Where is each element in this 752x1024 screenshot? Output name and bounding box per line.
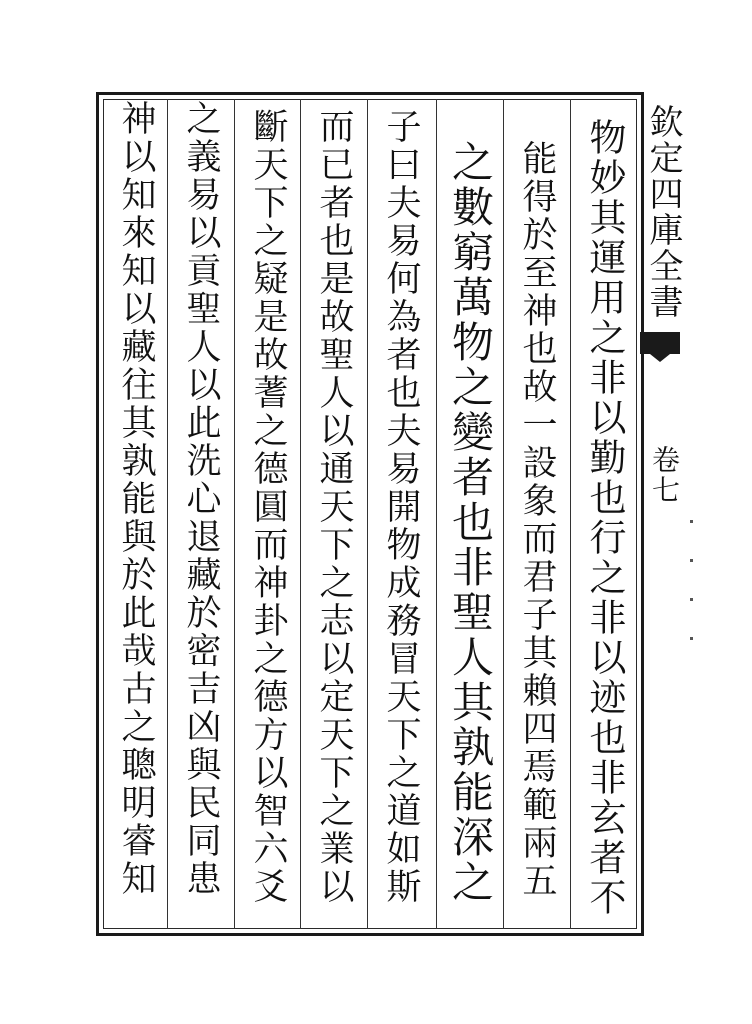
- column-rule: [300, 99, 301, 929]
- column-text: 子曰夫易何為者也夫易開物成務冒天下之道如斯: [381, 108, 421, 906]
- text-column-3: [442, 140, 498, 930]
- text-column-4: [373, 108, 429, 906]
- column-rule: [367, 99, 368, 929]
- text-column-1: [576, 118, 632, 918]
- column-text: 能得於至神也故一設象而君子其賴四焉範兩五: [517, 140, 557, 900]
- column-rule: [167, 99, 168, 929]
- column-rule: [234, 99, 235, 929]
- text-column-8: [108, 100, 164, 898]
- fishtail-mark: [640, 332, 680, 354]
- column-text: 物妙其運用之非以勤也行之非以迹也非玄者不: [583, 118, 626, 918]
- text-column-2: [509, 140, 565, 930]
- column-rule: [436, 99, 437, 929]
- volume-label: 卷七: [648, 445, 681, 505]
- column-text: 斷天下之疑是故蓍之德圓而神卦之德方以智六爻: [248, 108, 288, 906]
- book-title: 欽定四庫全書: [643, 104, 683, 320]
- text-column-6: [240, 108, 296, 906]
- column-text: 而已者也是故聖人以通天下之志以定天下之業以: [314, 108, 354, 906]
- edge-marks: [690, 520, 696, 720]
- column-text: 之數窮萬物之變者也非聖人其孰能深之: [446, 140, 495, 905]
- column-rule: [503, 99, 504, 929]
- text-column-7: [173, 100, 229, 898]
- column-rule: [570, 99, 571, 929]
- column-text: 之義易以貢聖人以此洗心退藏於密吉凶與民同患: [181, 100, 221, 898]
- text-column-5: [306, 108, 362, 906]
- column-text: 神以知來知以藏往其孰能與於此哉古之聰明睿知: [116, 100, 156, 898]
